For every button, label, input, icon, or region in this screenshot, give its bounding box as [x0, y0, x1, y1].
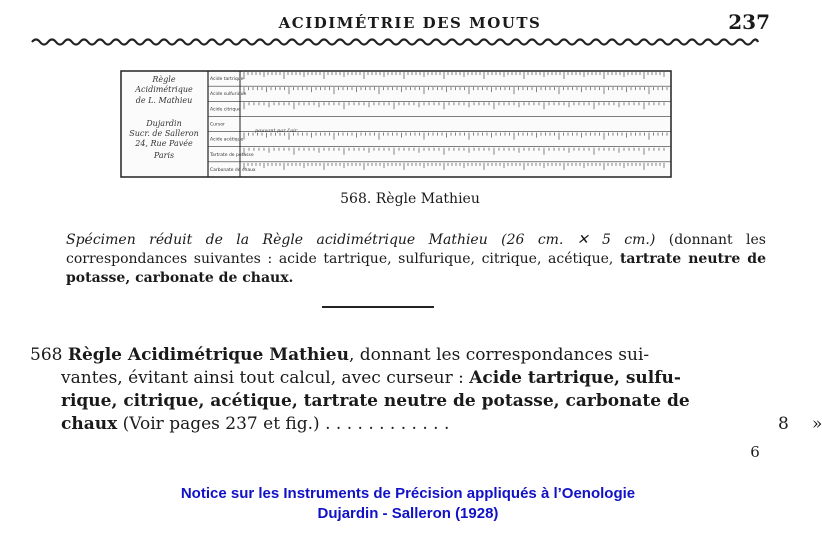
page-number: 237: [728, 10, 770, 34]
ruler-panel-text: Paris: [153, 151, 175, 160]
footer-credit: [0, 484, 816, 524]
entry-price-unit: »: [812, 414, 822, 434]
entry-line-3: [30, 390, 800, 413]
ruler-panel-text: 24, Rue Pavée: [135, 139, 193, 148]
footer-line-1: Notice sur les Instruments de Précision appliqués à l’Oenologie: [180, 485, 636, 502]
ruler-panel-text: Règle: [152, 75, 176, 84]
running-title: ACIDIMÉTRIE DES MOUTS: [278, 14, 542, 32]
entry-line2-text: vantes, évitant ainsi tout calcul, avec curseur :: [61, 368, 470, 388]
entry-line2-bold: Acide tartrique, sulfu-: [469, 368, 681, 388]
specimen-end: tartrate neutre de potasse, carbonate de chaux.: [66, 251, 766, 286]
entry-price: 8: [778, 414, 789, 434]
figure-caption: 568. Règle Mathieu: [340, 191, 480, 207]
ruler-panel-text: Sucr. de Salleron: [129, 129, 199, 138]
entry-line1-text: , donnant les correspondances sui-: [348, 345, 650, 365]
ruler-row-label: Acide sulfurique: [210, 92, 247, 98]
entry-number: 568: [30, 345, 63, 365]
catalog-entry: [30, 344, 822, 436]
ruler-cursor-note: pouvant par l'air: [255, 128, 298, 134]
entry-name: Règle Acidimétrique Mathieu: [67, 345, 349, 365]
ruler-row-label: Acide acétique: [210, 137, 244, 143]
section-divider: [322, 306, 434, 308]
ruler-panel-text: Acidimétrique: [135, 85, 193, 94]
specimen-middle: (donnant les correspondances suivantes : acide tartrique, sulfurique, citrique, acétique,: [66, 232, 766, 267]
ruler-row-label: Acide tartrique: [210, 77, 244, 83]
entry-line-1: [30, 344, 800, 367]
specimen-paragraph: [66, 231, 766, 288]
entry-note: 6: [750, 443, 760, 461]
footer-line-2: Dujardin - Salleron (1928): [317, 505, 499, 522]
entry-line4-text: (Voir pages 237 et fig.) . . . . . . . . . . . .: [117, 414, 450, 434]
entry-line-2: [30, 367, 800, 390]
ruler-panel-text: de L. Mathieu: [135, 96, 193, 105]
entry-line3-bold: rique, citrique, acétique, tartrate neutre de potasse, carbonate de: [61, 391, 690, 411]
ruler-row-label: Carbonate de chaux: [210, 167, 256, 173]
entry-line-4: [30, 413, 822, 436]
ruler-illustration: [120, 70, 672, 178]
ruler-row-label: Acide citrique: [210, 107, 241, 113]
specimen-intro: Spécimen réduit de la Règle acidimétrique Mathieu (26 cm. ✕ 5 cm.): [66, 232, 656, 248]
ruler-row-label: Cursor: [210, 122, 225, 128]
ruler-panel-text: Dujardin: [146, 119, 182, 128]
ruler-row-label: Tartrate de potasse: [210, 152, 254, 158]
decorative-wavy-rule: [32, 36, 758, 48]
entry-line4-bold: chaux: [61, 414, 118, 434]
